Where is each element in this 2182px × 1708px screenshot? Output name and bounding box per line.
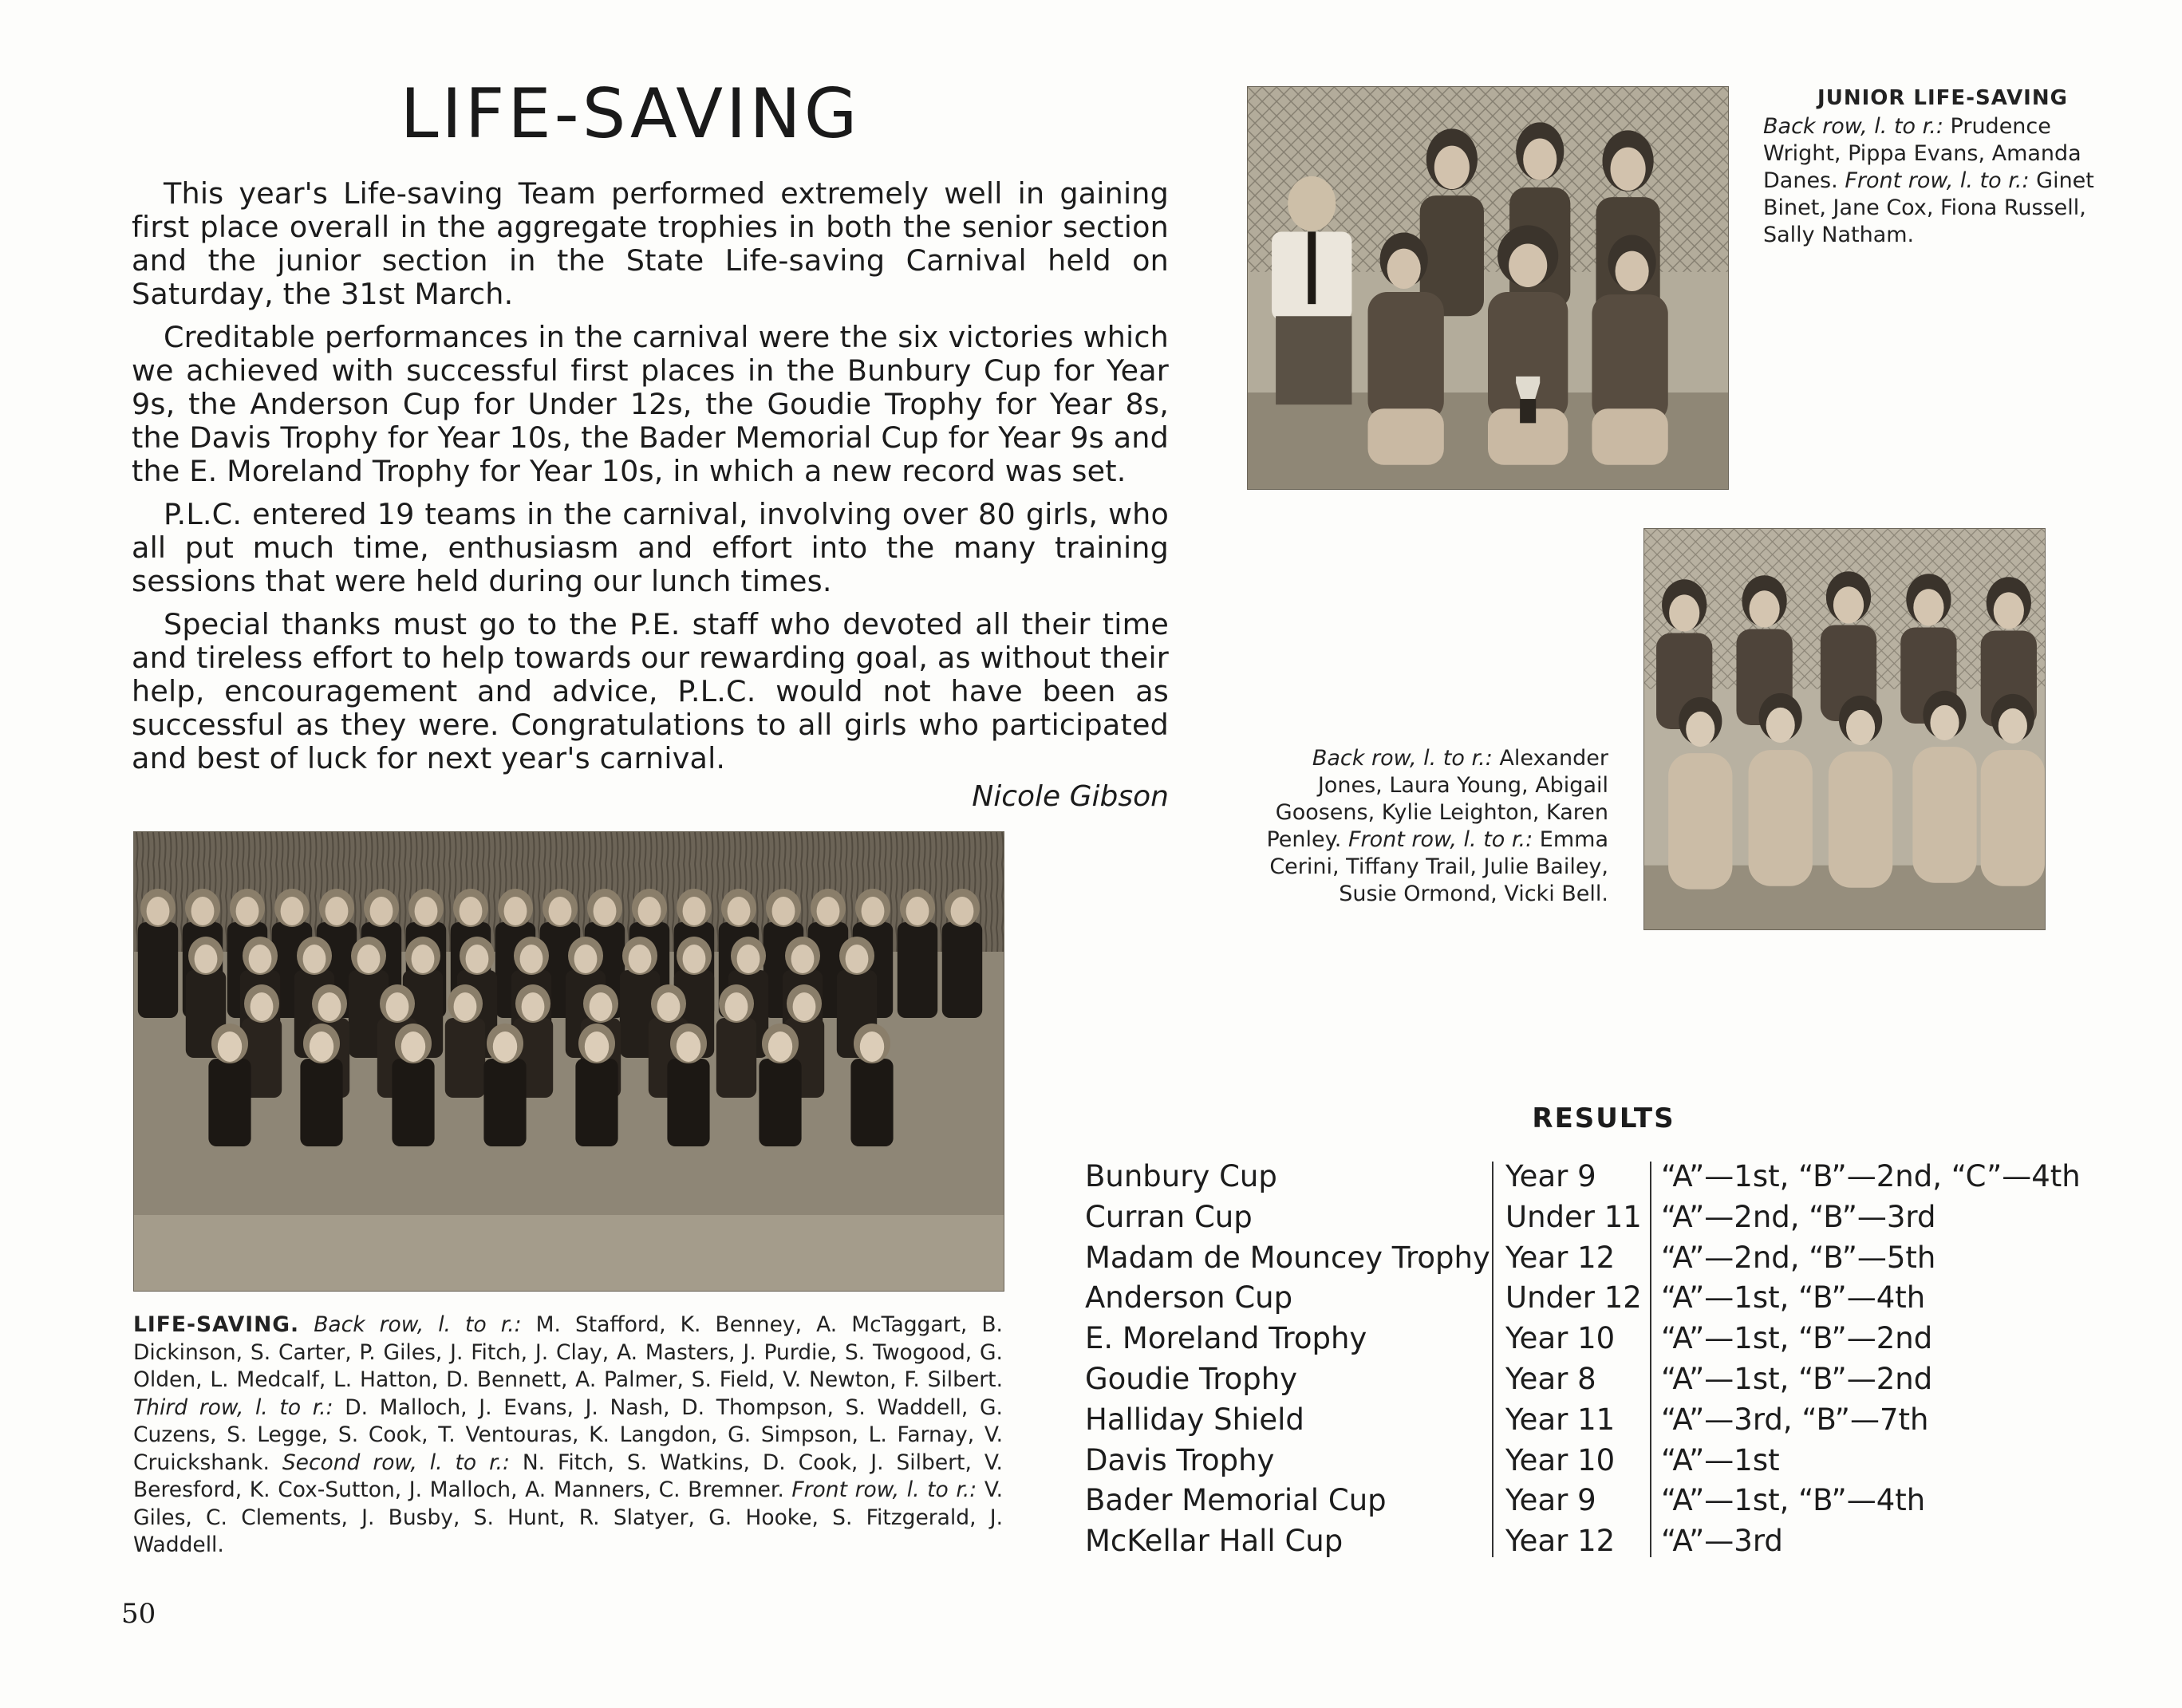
- results-row: [1085, 1278, 2154, 1319]
- results-event: McKellar Hall Cup: [1085, 1524, 1344, 1559]
- results-event: Madam de Mouncey Trophy: [1085, 1240, 1490, 1275]
- caption-label: Back row, l. to r.:: [1763, 114, 1943, 139]
- results-row: [1085, 1481, 2154, 1521]
- caption-label: Back row, l. to r.:: [1312, 746, 1493, 771]
- results-group: Under 11: [1505, 1199, 1642, 1234]
- group-photo-caption: [1245, 745, 1608, 908]
- team-caption-heading: LIFE-SAVING.: [133, 1312, 300, 1337]
- results-row: [1085, 1238, 2154, 1279]
- caption-names: Alexander Jones, Laura Young, Abigail Goosens, Kylie Leighton, Karen Penley.: [1266, 746, 1608, 852]
- team-photo: [133, 831, 1004, 1292]
- caption-names: M. Stafford, K. Benney, A. McTaggart, B. Dickinson, S. Carter, P. Giles, J. Fitch, J. Clay, A. Masters, J. Purdie, S. Twogood, G. Olden, L. Medcalf, L. Hatton, D. Bennett, A. Palmer, S. Field, V. Newton, F. Silbert.: [133, 1312, 1003, 1392]
- results-placing: “A”—3rd: [1661, 1524, 1783, 1559]
- results-row: [1085, 1197, 2154, 1238]
- caption-names: Prudence Wright, Pippa Evans, Amanda Danes.: [1763, 114, 2081, 193]
- results-group: Year 12: [1505, 1240, 1616, 1275]
- results-event: Anderson Cup: [1085, 1280, 1293, 1316]
- caption-names: N. Fitch, S. Watkins, D. Cook, J. Silbert, V. Beresford, K. Cox-Sutton, J. Malloch, A. Manners, C. Bremner.: [133, 1450, 1003, 1502]
- results-row: [1085, 1157, 2154, 1197]
- results-event: Davis Trophy: [1085, 1442, 1275, 1477]
- results-event: Goudie Trophy: [1085, 1361, 1298, 1396]
- article-paragraph: Creditable performances in the carnival were the six victories which we achieved with successful first places in the Bunbury Cup for Year 9s, the Anderson Cup for Under 12s, the Goudie Trophy for Year 8s, the Davis Trophy for Year 10s, the Bader Memorial Cup for Year 9s and the E. Moreland Trophy for Year 10s, in which a new record was set.: [132, 320, 1169, 488]
- results-group: Year 10: [1505, 1321, 1616, 1356]
- article-paragraph: This year's Life-saving Team performed extremely well in gaining first place overall in the aggregate trophies in both the senior section and the junior section in the State Life-saving Carnival held on Saturday, the 31st March.: [132, 176, 1169, 311]
- results-group: Year 8: [1505, 1361, 1596, 1396]
- results-placing: “A”—1st, “B”—2nd: [1661, 1361, 1933, 1396]
- results-group: Year 11: [1505, 1402, 1616, 1437]
- results-group: Year 9: [1505, 1483, 1596, 1518]
- results-event: Halliday Shield: [1085, 1402, 1304, 1437]
- results-event: Bunbury Cup: [1085, 1159, 1277, 1193]
- results-group: Under 12: [1505, 1280, 1642, 1316]
- results-table: [1085, 1157, 2154, 1562]
- article-paragraph: P.L.C. entered 19 teams in the carnival, involving over 80 girls, who all put much time, enthusiasm and effort into the many training sessions that were held during our lunch times.: [132, 497, 1169, 598]
- article-paragraph: Special thanks must go to the P.E. staff who devoted all their time and tireless effort to help towards our rewarding goal, as without their help, encouragement and advice, P.L.C. would not have been as successful as they were. Congratulations to all girls who participated and best of luck for next year's carnival.: [132, 607, 1169, 775]
- results-placing: “A”—3rd, “B”—7th: [1661, 1402, 1929, 1437]
- junior-photo-caption: [1763, 85, 2122, 249]
- results-placing: “A”—1st, “B”—2nd, “C”—4th: [1661, 1159, 2081, 1193]
- results-group: Year 10: [1505, 1442, 1616, 1477]
- results-group: Year 9: [1505, 1159, 1596, 1193]
- results-event: Bader Memorial Cup: [1085, 1483, 1387, 1518]
- article-author: Nicole Gibson: [972, 780, 1169, 813]
- caption-label: Front row, l. to r.:: [1347, 827, 1533, 852]
- caption-label: Front row, l. to r.:: [1845, 168, 2030, 193]
- team-photo-caption: [133, 1312, 1003, 1560]
- results-row: [1085, 1400, 2154, 1441]
- caption-names: V. Giles, C. Clements, J. Busby, S. Hunt, R. Slatyer, G. Hooke, S. Fitzgerald, J. Waddell.: [133, 1477, 1003, 1557]
- results-heading: RESULTS: [1532, 1103, 1675, 1134]
- results-placing: “A”—2nd, “B”—3rd: [1661, 1199, 1936, 1234]
- results-placing: “A”—1st, “B”—4th: [1661, 1280, 1926, 1316]
- caption-label: Back row, l. to r.:: [314, 1312, 522, 1337]
- results-row: [1085, 1319, 2154, 1359]
- article-body: [132, 177, 1169, 785]
- junior-caption-heading: JUNIOR LIFE-SAVING: [1817, 86, 2068, 110]
- page-number: 50: [121, 1598, 156, 1630]
- results-row: [1085, 1521, 2154, 1562]
- results-group: Year 12: [1505, 1524, 1616, 1559]
- results-placing: “A”—2nd, “B”—5th: [1661, 1240, 1936, 1275]
- junior-team-photo: [1247, 86, 1729, 490]
- caption-label: Third row, l. to r.:: [133, 1394, 333, 1420]
- page-title: LIFE-SAVING: [400, 74, 861, 154]
- results-placing: “A”—1st, “B”—4th: [1661, 1483, 1926, 1518]
- caption-label: Front row, l. to r.:: [791, 1477, 977, 1502]
- caption-label: Second row, l. to r.:: [282, 1450, 510, 1475]
- results-placing: “A”—1st, “B”—2nd: [1661, 1321, 1933, 1356]
- caption-names: Ginet Binet, Jane Cox, Fiona Russell, Sally Natham.: [1763, 168, 2094, 247]
- results-row: [1085, 1441, 2154, 1481]
- caption-names: Emma Cerini, Tiffany Trail, Julie Bailey, Susie Ormond, Vicki Bell.: [1269, 827, 1608, 906]
- results-event: Curran Cup: [1085, 1199, 1253, 1234]
- results-event: E. Moreland Trophy: [1085, 1321, 1367, 1356]
- results-row: [1085, 1359, 2154, 1400]
- caption-names: D. Malloch, J. Evans, J. Nash, D. Thompson, S. Waddell, G. Cuzens, S. Legge, S. Cook, T. Ventouras, K. Langdon, G. Simpson, L. Farnay, V. Cruickshank.: [133, 1394, 1003, 1475]
- results-placing: “A”—1st: [1661, 1442, 1780, 1477]
- group-photo: [1643, 528, 2046, 930]
